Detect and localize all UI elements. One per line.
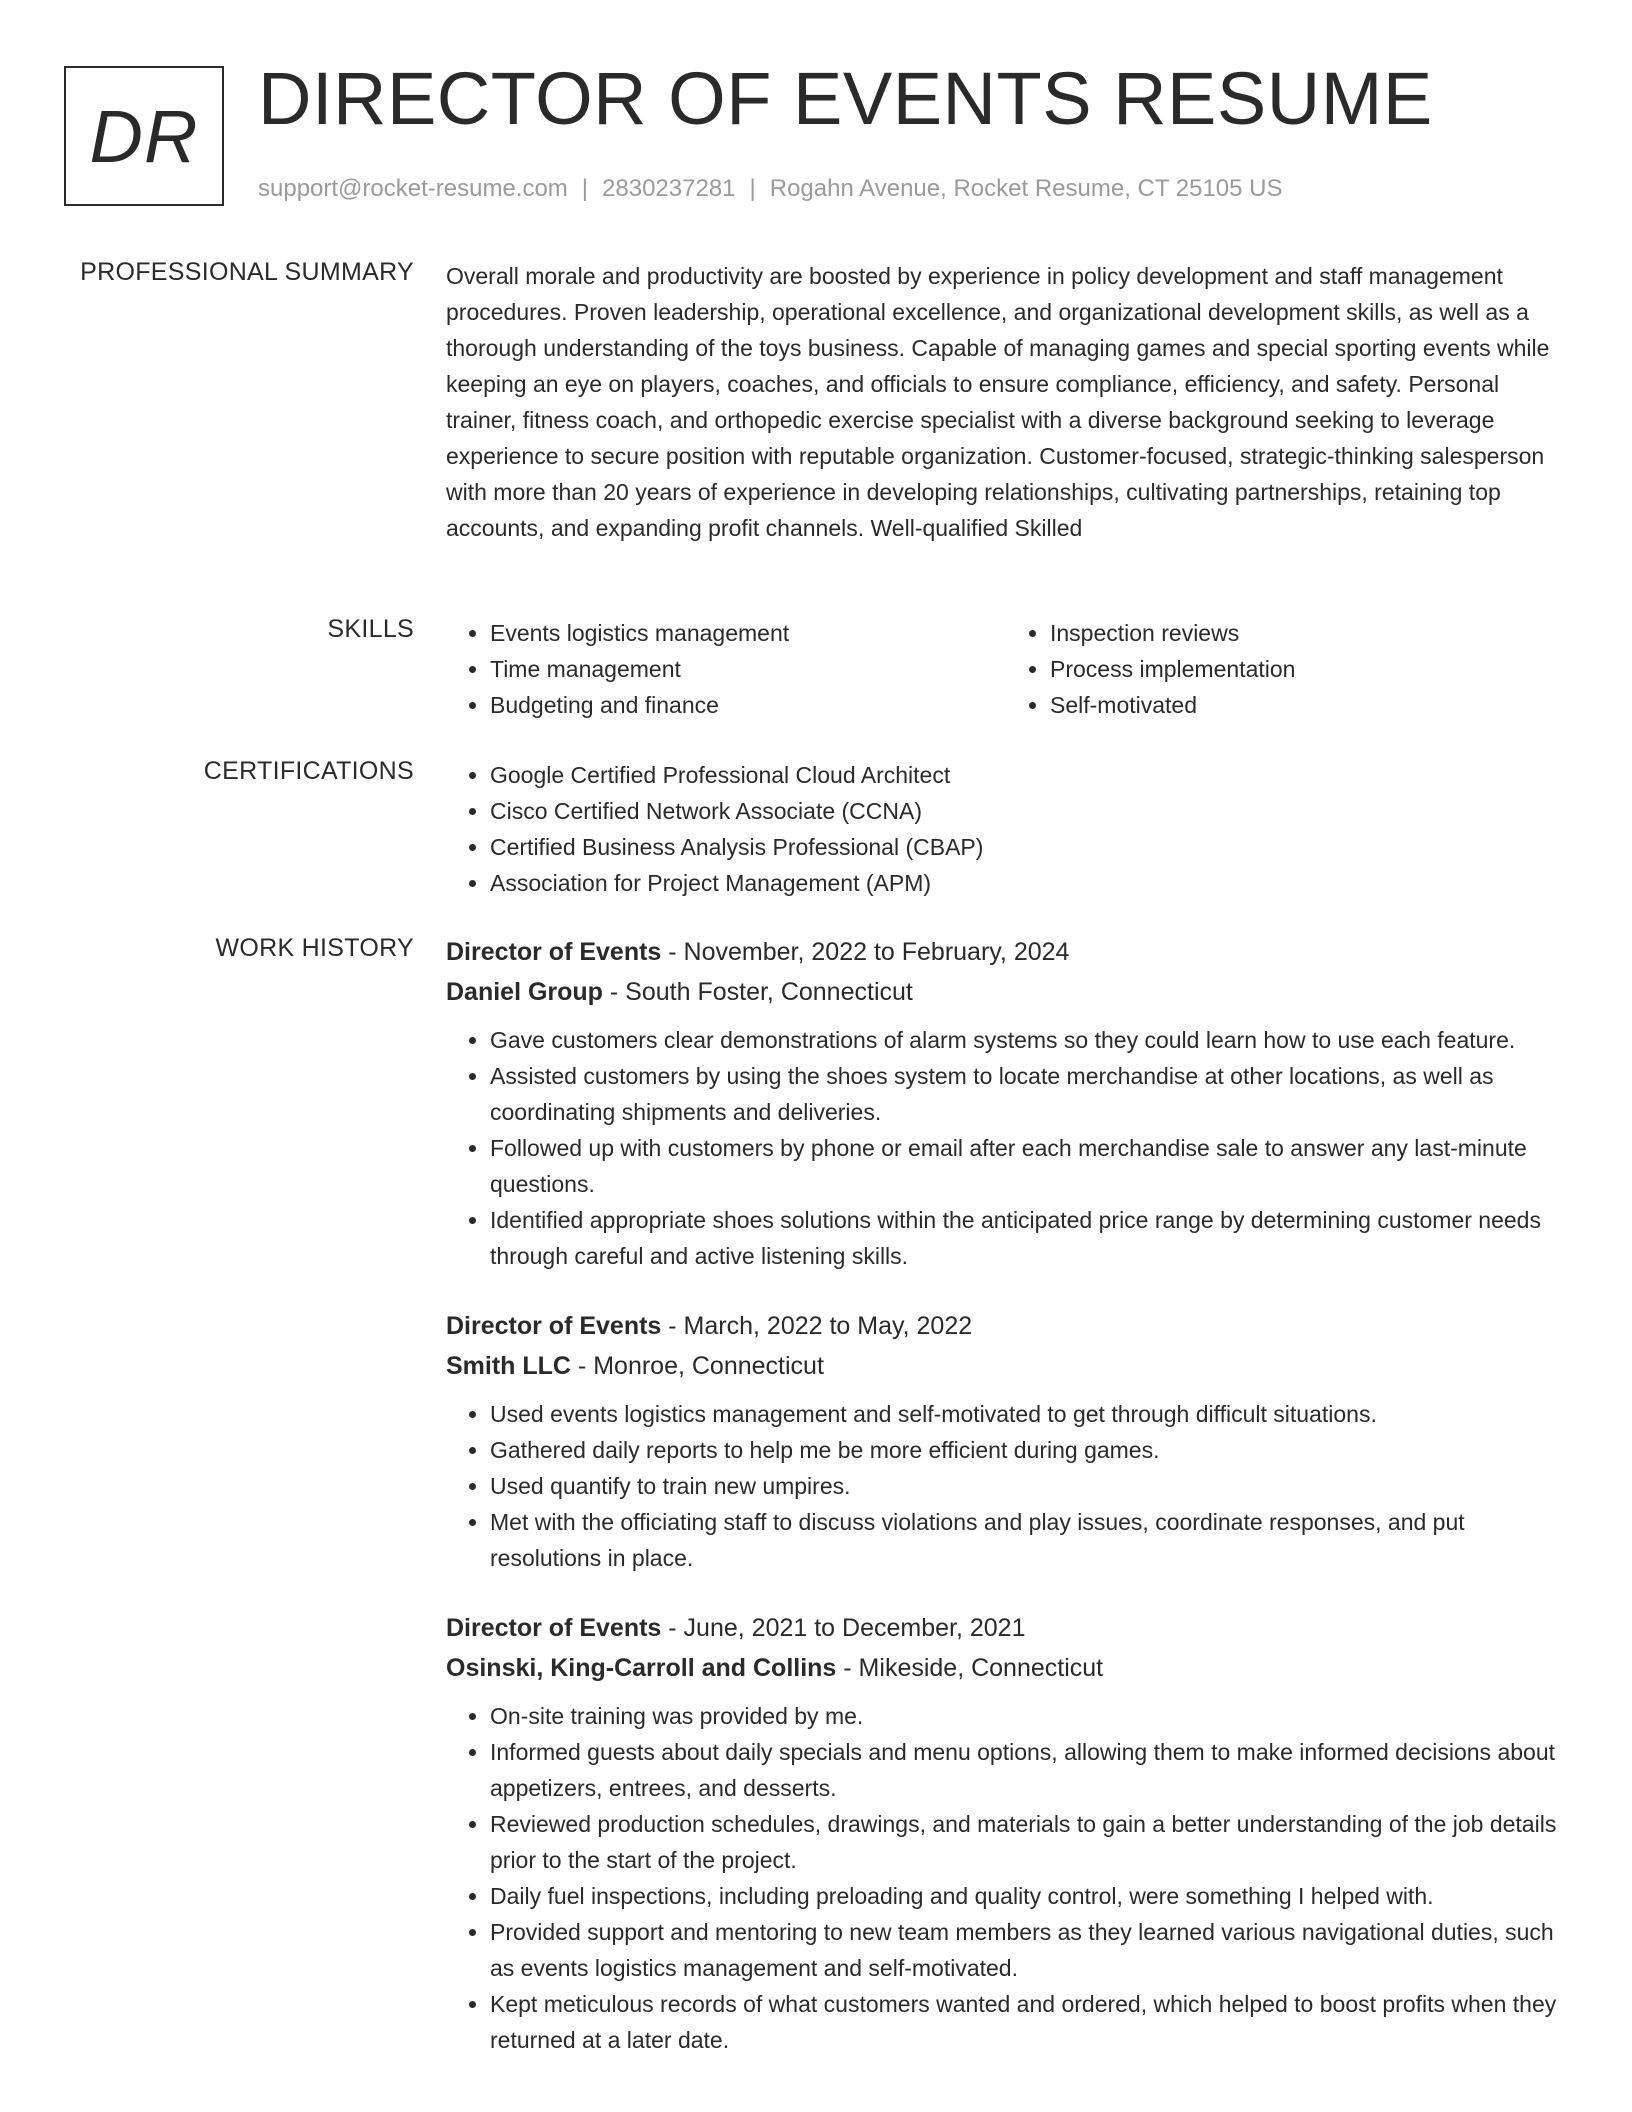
job-bullet: • Informed guests about daily specials and menu options, allowing them to make informed decisions about appetizers, entrees, and desserts.: [490, 1734, 1566, 1806]
job-location: - Monroe, Connecticut: [571, 1352, 824, 1380]
job-bullets: [446, 1698, 1566, 2058]
job-bullet: • Used events logistics management and self-motivated to get through difficult situations.: [490, 1396, 1566, 1432]
skill-item: • Process implementation: [1050, 651, 1566, 687]
certification-item: • Association for Project Management (APM): [490, 865, 1566, 901]
job-bullet: • Kept meticulous records of what customers wanted and ordered, which helped to boost profits when they returned at a later date.: [490, 1986, 1566, 2058]
work-history-list: [446, 932, 1566, 2090]
certification-item: • Cisco Certified Network Associate (CCNA): [490, 793, 1566, 829]
job-company: Daniel Group: [446, 978, 603, 1006]
skills-list: [446, 615, 1566, 723]
contact-separator: |: [581, 175, 589, 202]
summary-heading: PROFESSIONAL SUMMARY: [80, 258, 414, 286]
monogram-badge: DR: [64, 66, 224, 206]
job-dates: - November, 2022 to February, 2024: [661, 938, 1070, 966]
job-bullets: [446, 1396, 1566, 1576]
contact-separator: |: [749, 175, 756, 202]
job-bullet: • Provided support and mentoring to new team members as they learned various navigational duties, such as events logistics management and self-motivated.: [490, 1914, 1566, 1986]
job-title: Director of Events: [446, 1312, 662, 1340]
job-title: Director of Events: [446, 938, 662, 966]
skill-item: • Budgeting and finance: [490, 687, 1006, 723]
certification-item: • Google Certified Professional Cloud Architect: [490, 757, 1566, 793]
job-location: - Mikeside, Connecticut: [836, 1654, 1104, 1682]
summary-text: Overall morale and productivity are boosted by experience in policy development and staff management procedures. Proven leadership, operational excellence, and organizational development skills, as well as a thorough understanding of the toys business. Capable of managing games and special sporting events while keeping an eye on players, coaches, and officials to ensure compliance, efficiency, and safety. Personal trainer, fitness coach, and orthopedic exercise specialist with a diverse background seeking to leverage experience to secure position with reputable organization. Customer-focused, strategic-thinking salesperson with more than 20 years of experience in developing relationships, cultivating partnerships, retaining top accounts, and expanding profit channels. Well-qualified Skilled: [446, 263, 1550, 541]
job-dates: - March, 2022 to May, 2022: [661, 1312, 973, 1340]
skill-item: • Self-motivated: [1050, 687, 1566, 723]
job-bullet: • On-site training was provided by me.: [490, 1698, 1566, 1734]
job-entry: [446, 1306, 1566, 1576]
job-bullet: • Followed up with customers by phone or email after each merchandise sale to answer any last-minute questions.: [490, 1130, 1566, 1202]
job-bullet: • Reviewed production schedules, drawings, and materials to gain a better understanding of the job details prior to the start of the project.: [490, 1806, 1566, 1878]
job-company-line: [446, 1346, 1566, 1386]
job-bullet: • Identified appropriate shoes solutions within the anticipated price range by determining customer needs through careful and active listening skills.: [490, 1202, 1566, 1274]
job-entry: [446, 1608, 1566, 2058]
job-bullet: • Daily fuel inspections, including preloading and quality control, were something I helped with.: [490, 1878, 1566, 1914]
job-bullets: [446, 1022, 1566, 1274]
job-title-line: [446, 932, 1566, 972]
skill-item: • Inspection reviews: [1050, 615, 1566, 651]
job-bullet: • Gathered daily reports to help me be more efficient during games.: [490, 1432, 1566, 1468]
certifications-heading: CERTIFICATIONS: [203, 757, 414, 785]
job-bullet: • Gave customers clear demonstrations of alarm systems so they could learn how to use each feature.: [490, 1022, 1566, 1058]
skill-item: • Time management: [490, 651, 1006, 687]
job-bullet: • Met with the officiating staff to discuss violations and play issues, coordinate responses, and put resolutions in place.: [490, 1504, 1566, 1576]
resume-title: DIRECTOR OF EVENTS RESUME: [258, 57, 1433, 140]
skills-column-2: [1006, 615, 1566, 723]
job-company: Osinski, King-Carroll and Collins: [446, 1654, 837, 1682]
job-title: Director of Events: [446, 1614, 662, 1642]
job-location: - South Foster, Connecticut: [602, 978, 913, 1006]
job-bullet: • Used quantify to train new umpires.: [490, 1468, 1566, 1504]
contact-phone: 2830237281: [602, 175, 736, 202]
job-title-line: [446, 1608, 1566, 1648]
job-entry: [446, 932, 1566, 1274]
certifications-list: [446, 757, 1566, 901]
job-company-line: [446, 1648, 1566, 1688]
contact-address: Rogahn Avenue, Rocket Resume, CT 25105 US: [769, 175, 1283, 202]
job-dates: - June, 2021 to December, 2021: [661, 1614, 1026, 1642]
job-company-line: [446, 972, 1566, 1012]
skills-heading: SKILLS: [327, 615, 414, 643]
contact-line: [258, 175, 1283, 203]
certification-item: • Certified Business Analysis Professional (CBAP): [490, 829, 1566, 865]
job-title-line: [446, 1306, 1566, 1346]
job-company: Smith LLC: [446, 1352, 571, 1380]
contact-email: support@rocket-resume.com: [258, 175, 568, 202]
work-history-heading: WORK HISTORY: [215, 934, 414, 962]
skills-column-1: [446, 615, 1006, 723]
job-bullet: • Assisted customers by using the shoes system to locate merchandise at other locations, as well as coordinating shipments and deliveries.: [490, 1058, 1566, 1130]
skill-item: • Events logistics management: [490, 615, 1006, 651]
